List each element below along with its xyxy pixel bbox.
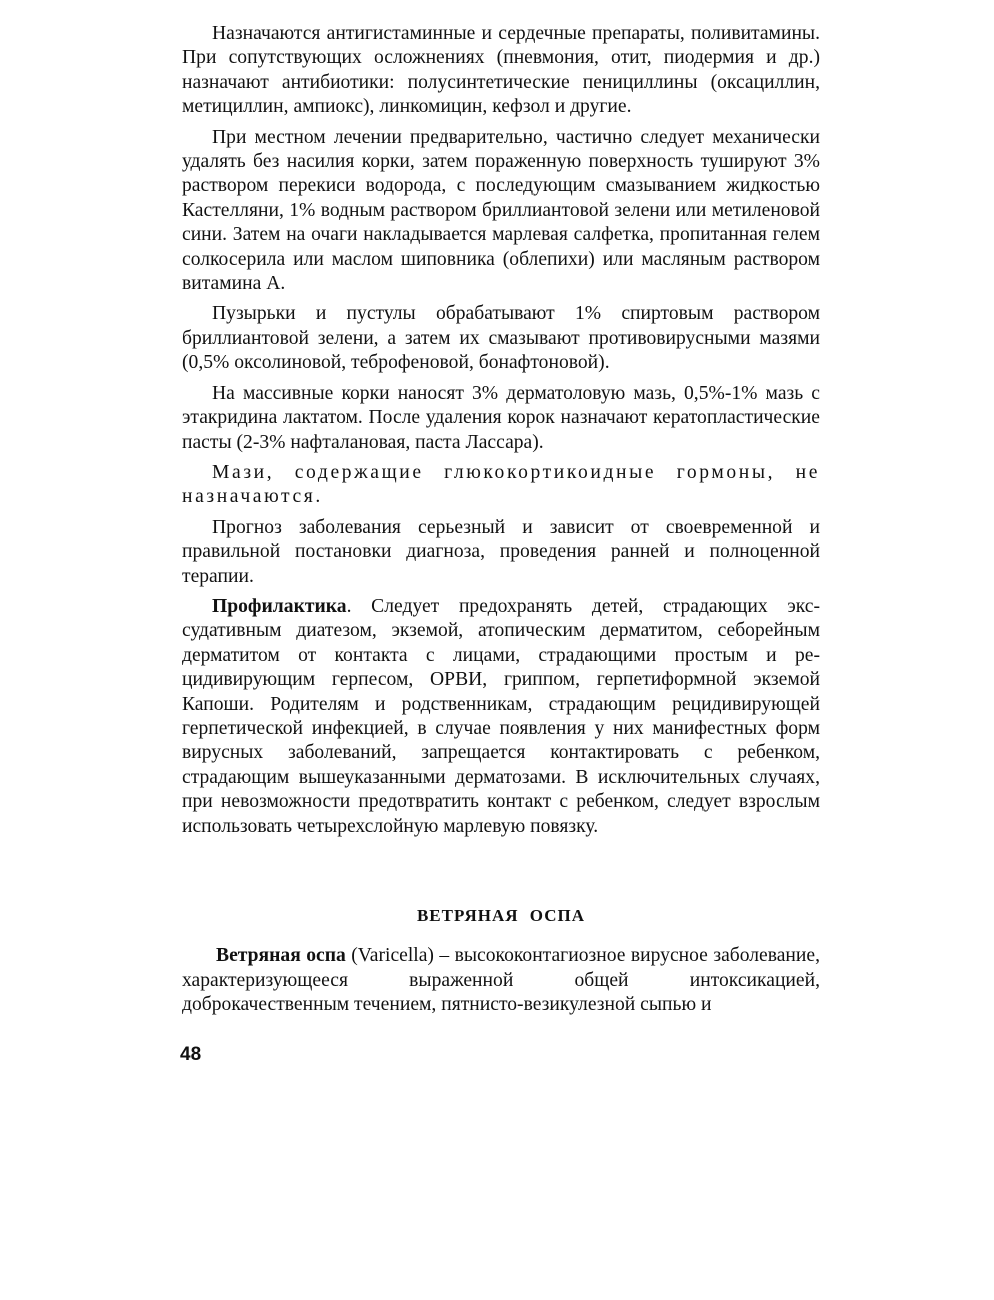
paragraph-vesicles: Пузырьки и пустулы обрабатывают 1% спиртовым раствором бриллиантовой зелени, а затем их смазывают противовирусными мазями (0,5% оксолиновой, теброфеновой, бонафтоновой). [182, 303, 820, 374]
paragraph-prognosis: Прогноз заболевания серьезный и зависит от своевременной и правильной постановки диагноза, проведения ранней и полноценной терапии. [182, 516, 820, 587]
paragraph-drugs: Назначаются антигистаминные и сердечные препараты, поливитамины. При сопутствующих осложнениях (пневмония, отит, пиодермия и др.) назначают антибиотики: полусинтетические пенициллины (оксациллин, метициллин, ампиокс), линкомицин, кефзол и другие. [182, 23, 820, 118]
paragraph-local-treatment: При местном лечении предварительно, частично следует механически удалять без насилия корки, затем пораженную поверхность тушируют 3% раствором перекиси водорода, с последующим смазыванием жидкостью Кастелляни, 1% водным раствором бриллиантовой зелени или метиленовой сини. Затем на очаги накладывается марлевая салфетка, пропитанная гелем солкосерила или маслом шиповника (облепихи) или масляным раствором витамина А. [182, 126, 820, 295]
section-body [182, 944, 820, 1024]
paragraph-crusts: На массивные корки наносят 3% дерматоловую мазь, 0,5%-1% мазь с этакридина лактатом. После удаления корок назначают кератопластические пасты (2-3% нафталановая, паста Лассара). [182, 382, 820, 453]
paragraph-prophylaxis [182, 595, 820, 839]
prophylaxis-text: . Следует предохранять детей, страдающих экссудативным диатезом, экземой, атопическим дерматитом, себорейным дерматитом от контакта с лицами, страдающими простым и рецидивирующим герпесом, ОРВИ, гриппом, герпетиформной экземой Капоши. Родителям и родственникам, страдающим рецидивирующей герпетической инфекцией, в случае появления у них манифестных форм вирусных заболеваний, запрещается контактировать с ребенком, страдающим вышеуказанными дерматозами. В исключительных случаях, при невозможности предотвратить контакт с ребенком, следует взрослым использовать четырехслойную марлевую повязку. [182, 595, 820, 837]
section-heading: ВЕТРЯНАЯ ОСПА [416, 906, 586, 925]
prophylaxis-lead: Профилактика [212, 595, 347, 617]
paragraph-ointments-warning: Мази, содержащие глюкокортикоидные гормоны, не назначаются. [182, 461, 820, 508]
varicella-lead: Ветряная оспа [216, 945, 346, 966]
page-body [182, 22, 820, 845]
varicella-text: (Varicella) – высококонтагиозное вирусное заболевание, характеризующееся выраженной общей интоксикацией, доброкачественным течением, пятнисто-везикулезной сыпью и [182, 945, 821, 1016]
paragraph-varicella-definition [182, 944, 820, 1018]
page-number: 48 [180, 1044, 202, 1065]
